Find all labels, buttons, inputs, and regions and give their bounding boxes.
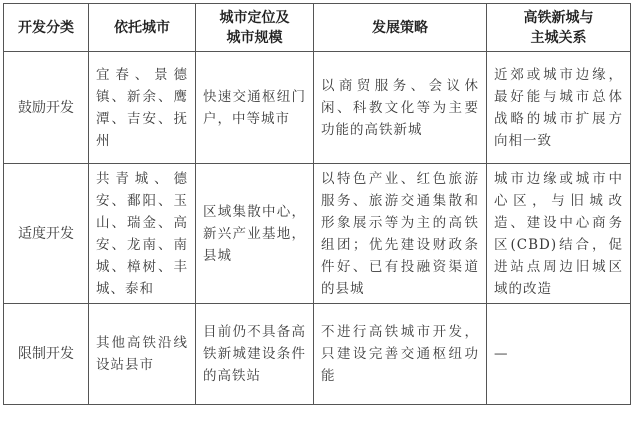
- table-row: [4, 304, 631, 405]
- row-positioning: 目前仍不具备高铁新城建设条件的高铁站: [196, 304, 314, 405]
- row-positioning: 快速交通枢纽门户，中等城市: [196, 52, 314, 164]
- row-category: 鼓励开发: [4, 52, 89, 164]
- header-strategy: 发展策略: [314, 4, 487, 52]
- header-positioning-text: 城市定位及 城市规模: [219, 9, 290, 46]
- row-cities: 共青城、德安、鄱阳、玉山、瑞金、高安、龙南、南城、樟树、丰城、泰和: [89, 164, 196, 304]
- table-row: [4, 52, 631, 164]
- row-relation: 近郊或城市边缘，最好能与城市总体战略的城市扩展方向相一致: [487, 52, 631, 164]
- row-strategy: 以特色产业、红色旅游服务、旅游交通集散和形象展示等为主的高铁组团；优先建设财政条件好、已有投融资渠道的县城: [314, 164, 487, 304]
- row-cities: 其他高铁沿线设站县市: [89, 304, 196, 405]
- row-relation: 城市边缘或城市中心区，与旧城改造、建设中心商务区(CBD)结合，促进站点周边旧城区域的改造: [487, 164, 631, 304]
- header-cities: 依托城市: [89, 4, 196, 52]
- development-table: [3, 3, 631, 405]
- header-relation: [487, 4, 631, 52]
- row-relation: —: [487, 304, 631, 405]
- header-category: 开发分类: [4, 4, 89, 52]
- row-strategy: 不进行高铁城市开发，只建设完善交通枢纽功能: [314, 304, 487, 405]
- row-positioning: 区域集散中心，新兴产业基地，县城: [196, 164, 314, 304]
- row-category: 适度开发: [4, 164, 89, 304]
- header-relation-text: 高铁新城与 主城关系: [523, 9, 594, 46]
- table-row: [4, 164, 631, 304]
- header-row: [4, 4, 631, 52]
- header-positioning: [196, 4, 314, 52]
- row-category: 限制开发: [4, 304, 89, 405]
- row-cities: 宜春、景德镇、新余、鹰潭、吉安、抚州: [89, 52, 196, 164]
- row-strategy: 以商贸服务、会议休闲、科教文化等为主要功能的高铁新城: [314, 52, 487, 164]
